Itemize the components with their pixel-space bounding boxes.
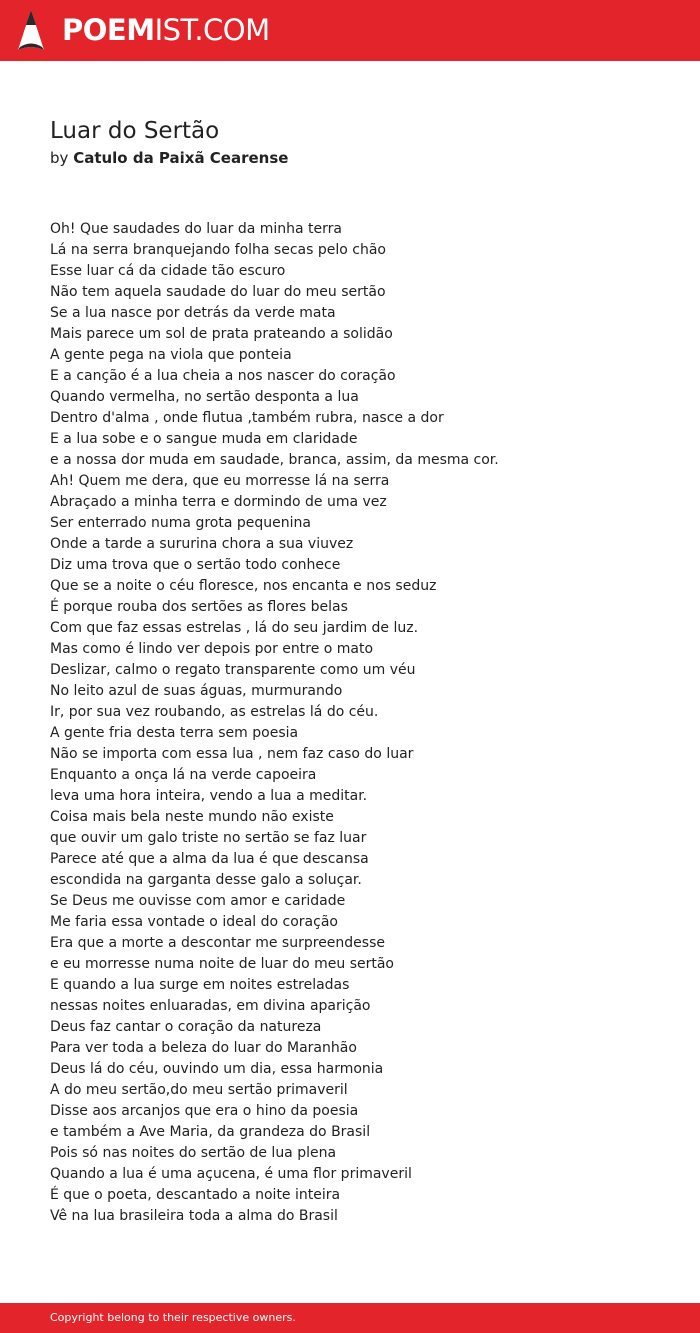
poem-line: Pois só nas noites do sertão de lua plena	[50, 1145, 337, 1161]
poem-line: Ah! Quem me dera, que eu morresse lá na serra	[50, 473, 390, 489]
poem-line: e também a Ave Maria, da grandeza do Brasil	[50, 1124, 371, 1140]
poem-line: É porque rouba dos sertões as flores belas	[50, 599, 348, 615]
poem-line: Se a lua nasce por detrás da verde mata	[50, 305, 336, 321]
poem-line: Diz uma trova que o sertão todo conhece	[50, 557, 341, 573]
poem-line: A do meu sertão,do meu sertão primaveril	[50, 1082, 348, 1098]
poem-line: Abraçado a minha terra e dormindo de uma vez	[50, 494, 387, 510]
poem-line: Ser enterrado numa grota pequenina	[50, 515, 311, 531]
poem-line: Se Deus me ouvisse com amor e caridade	[50, 893, 346, 909]
poem-line: e a nossa dor muda em saudade, branca, assim, da mesma cor.	[50, 452, 499, 468]
poem-line: Com que faz essas estrelas , lá do seu jardim de luz.	[50, 620, 419, 636]
poem-line: Enquanto a onça lá na verde capoeira	[50, 767, 317, 783]
poem-line: Mais parece um sol de prata prateando a solidão	[50, 326, 393, 342]
poem-line: Mas como é lindo ver depois por entre o mato	[50, 641, 374, 657]
poem-line: Vê na lua brasileira toda a alma do Brasil	[50, 1208, 338, 1224]
poem-line: Deus lá do céu, ouvindo um dia, essa harmonia	[50, 1061, 384, 1077]
poem-line: Disse aos arcanjos que era o hino da poesia	[50, 1103, 359, 1119]
poem-line: Quando vermelha, no sertão desponta a lua	[50, 389, 359, 405]
poem-line: A gente fria desta terra sem poesia	[50, 725, 299, 741]
site-header	[0, 0, 700, 61]
brand-bold: POEM	[62, 13, 155, 47]
pencil-tip-icon[interactable]	[17, 9, 45, 53]
byline	[50, 148, 288, 169]
poem-line: Parece até que a alma da lua é que descansa	[50, 851, 369, 867]
poem-line: Quando a lua é uma açucena, é uma flor primaveril	[50, 1166, 412, 1182]
poem-line: leva uma hora inteira, vendo a lua a meditar.	[50, 788, 368, 804]
poem-line: Oh! Que saudades do luar da minha terra	[50, 221, 342, 237]
site-logo-text[interactable]	[62, 12, 270, 48]
poem-line: Ir, por sua vez roubando, as estrelas lá do céu.	[50, 704, 379, 720]
brand-light: IST.COM	[154, 13, 270, 47]
poem-body	[50, 219, 690, 1227]
poem-line: Me faria essa vontade o ideal do coração	[50, 914, 338, 930]
site-footer	[0, 1303, 700, 1333]
poem-line: É que o poeta, descantado a noite inteira	[50, 1187, 341, 1203]
poem-line: Deslizar, calmo o regato transparente como um véu	[50, 662, 416, 678]
poem-line: Não tem aquela saudade do luar do meu sertão	[50, 284, 386, 300]
poem-line: Coisa mais bela neste mundo não existe	[50, 809, 334, 825]
by-label: by	[50, 149, 69, 167]
poem-line: Era que a morte a descontar me surpreendesse	[50, 935, 385, 951]
poem-line: que ouvir um galo triste no sertão se faz luar	[50, 830, 367, 846]
poem-line: Que se a noite o céu floresce, nos encanta e nos seduz	[50, 578, 437, 594]
poem-line: Esse luar cá da cidade tão escuro	[50, 263, 286, 279]
poem-line: Lá na serra branquejando folha secas pelo chão	[50, 242, 386, 258]
poem-line: No leito azul de suas águas, murmurando	[50, 683, 343, 699]
copyright-text: Copyright belong to their respective owners.	[50, 1311, 296, 1324]
poem-title: Luar do Sertão	[50, 118, 220, 144]
author-name: Catulo da Paixã Cearense	[73, 149, 289, 167]
poem-line: Não se importa com essa lua , nem faz caso do luar	[50, 746, 414, 762]
poem-line: escondida na garganta desse galo a soluçar.	[50, 872, 362, 888]
poem-line: e eu morresse numa noite de luar do meu sertão	[50, 956, 394, 972]
poem-line: Dentro d'alma , onde flutua ,também rubra, nasce a dor	[50, 410, 444, 426]
poem-line: Para ver toda a beleza do luar do Maranhão	[50, 1040, 357, 1056]
poem-line: E a lua sobe e o sangue muda em claridade	[50, 431, 358, 447]
poem-line: Deus faz cantar o coração da natureza	[50, 1019, 322, 1035]
poem-line: nessas noites enluaradas, em divina aparição	[50, 998, 371, 1014]
poem-line: E a canção é a lua cheia a nos nascer do coração	[50, 368, 396, 384]
poem-line: E quando a lua surge em noites estreladas	[50, 977, 350, 993]
poem-line: A gente pega na viola que ponteia	[50, 347, 292, 363]
poem-line: Onde a tarde a sururina chora a sua viuvez	[50, 536, 354, 552]
